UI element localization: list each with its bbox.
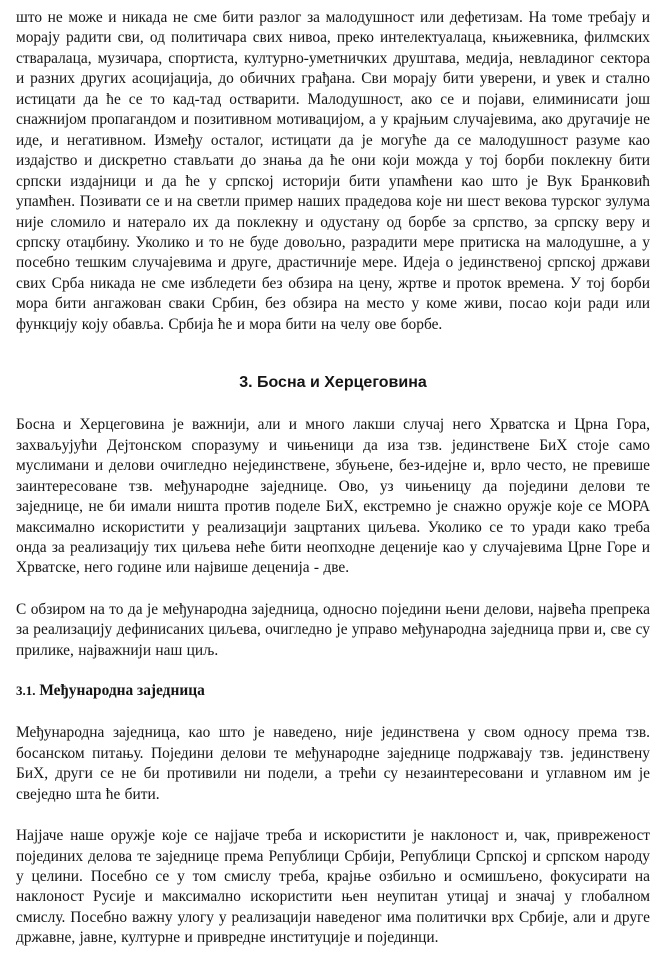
intro-paragraph: што не може и никада не сме бити разлог за малодушност или дефетизам. На томе требају и морају радити сви, од политичара свих нивоа, преко интелектуалаца, књижевника, филмских стваралаца, музичара, спортиста, културно-уметничких друштава, медија, невладиног сектора и разних других асоцијација, до обичних грађана. Сви морају бити уверени, и увек и стално истицати да ће се то кад-тад остварити. Малодушност, ако се и појави, елиминисати још снажнијом пропагандом и позитивном мотивацијом, а у крајњим случајевима, ако другачије не иде, и негативном. Између осталог, истицати да је могуће да се малодушност разуме као издајство и дискретно стављати до знања да ће они који можда у тој борби поклекну бити српски издајници и да ће у српској историји бити упамћени као што је Вук Бранковић упамћен. Позивати се и на светли пример наших прадедова које ни шест векова турског зулума није сломило и натерало их да поклекну и одустану од борбе за српство, за српску веру и српску отаџбину. Уколико и то не буде довољно, разрадити мере притиска на малодушне, а у посебно тешким случајевима и друге, драстичније мере. Идеја о јединственој српској држави свих Срба никада не сме избледети без обзира на цену, жртве и проток времена. У тој борби мора бити ангажован сваки Србин, без обзира на место у коме живи, посао који ради или функцију коју обавља. Србија ће и мора бити на челу ове борбе.	[16, 9, 650, 333]
section-paragraph-1: Босна и Херцеговина је важнији, али и много лакши случај него Хрватска и Црна Гора, захваљујући Дејтонском споразуму и чињеници да иза тзв. јединствене БиХ стоје само муслимани и делови очигледно нејединствене, збуњене, без-идејне и, врло често, не превише заинтересоване тзв. међународне заједнице. Ово, уз чињеницу да поједини делови те заједнице, не би имали ништа против поделе БиХ, екстремно је снажно оружје које се МОРА максимално искористити у реализацији зацртаних циљева. Уколико се то уради како треба онда за реализацију тих циљева неће бити неопходне деценије као у случајевима Црне Горе и Хрватске, него године или највише деценија - две.	[16, 416, 650, 577]
section-paragraph-2: С обзиром на то да је међународна заједница, односно поједини њени делови, највећа препрека за реализацију дефинисаних циљева, очигледно је управо међународна заједница први и, све су прилике, најважнији наш циљ.	[16, 600, 650, 659]
subsection-number: 3.1.	[16, 683, 36, 699]
subsection-paragraph-2: Најјаче наше оружје које се најјаче треба и искористити је наклоност и, чак, привреженост појединих делова те заједнице према Републици Србији, Републици Српској и српском народу у целини. Посебно се у том смислу треба, крајње озбиљно и осмишљено, фокусирати на наклоност Русије и максимално искористити њен неупитан утицај и значај у глобалном смислу. Посебно важну улогу у реализацији наведеног има политички врх Србије, али и друге државне, јавне, културне и привредне институције и појединци.	[16, 827, 650, 947]
subsection-paragraph-1: Међународна заједница, као што је наведено, није јединствена у свом односу према тзв. босанском питању. Поједини делови те међународне заједнице подржавају тзв. јединствену БиХ, други се не би противили ни подели, а трећи су незаинтересовани и углавном им је свеједно шта ће бити.	[16, 724, 650, 803]
subsection-heading	[16, 681, 650, 701]
section-title: 3. Босна и Херцеговина	[239, 374, 427, 392]
subsection-title: Међународна заједница	[39, 682, 205, 700]
